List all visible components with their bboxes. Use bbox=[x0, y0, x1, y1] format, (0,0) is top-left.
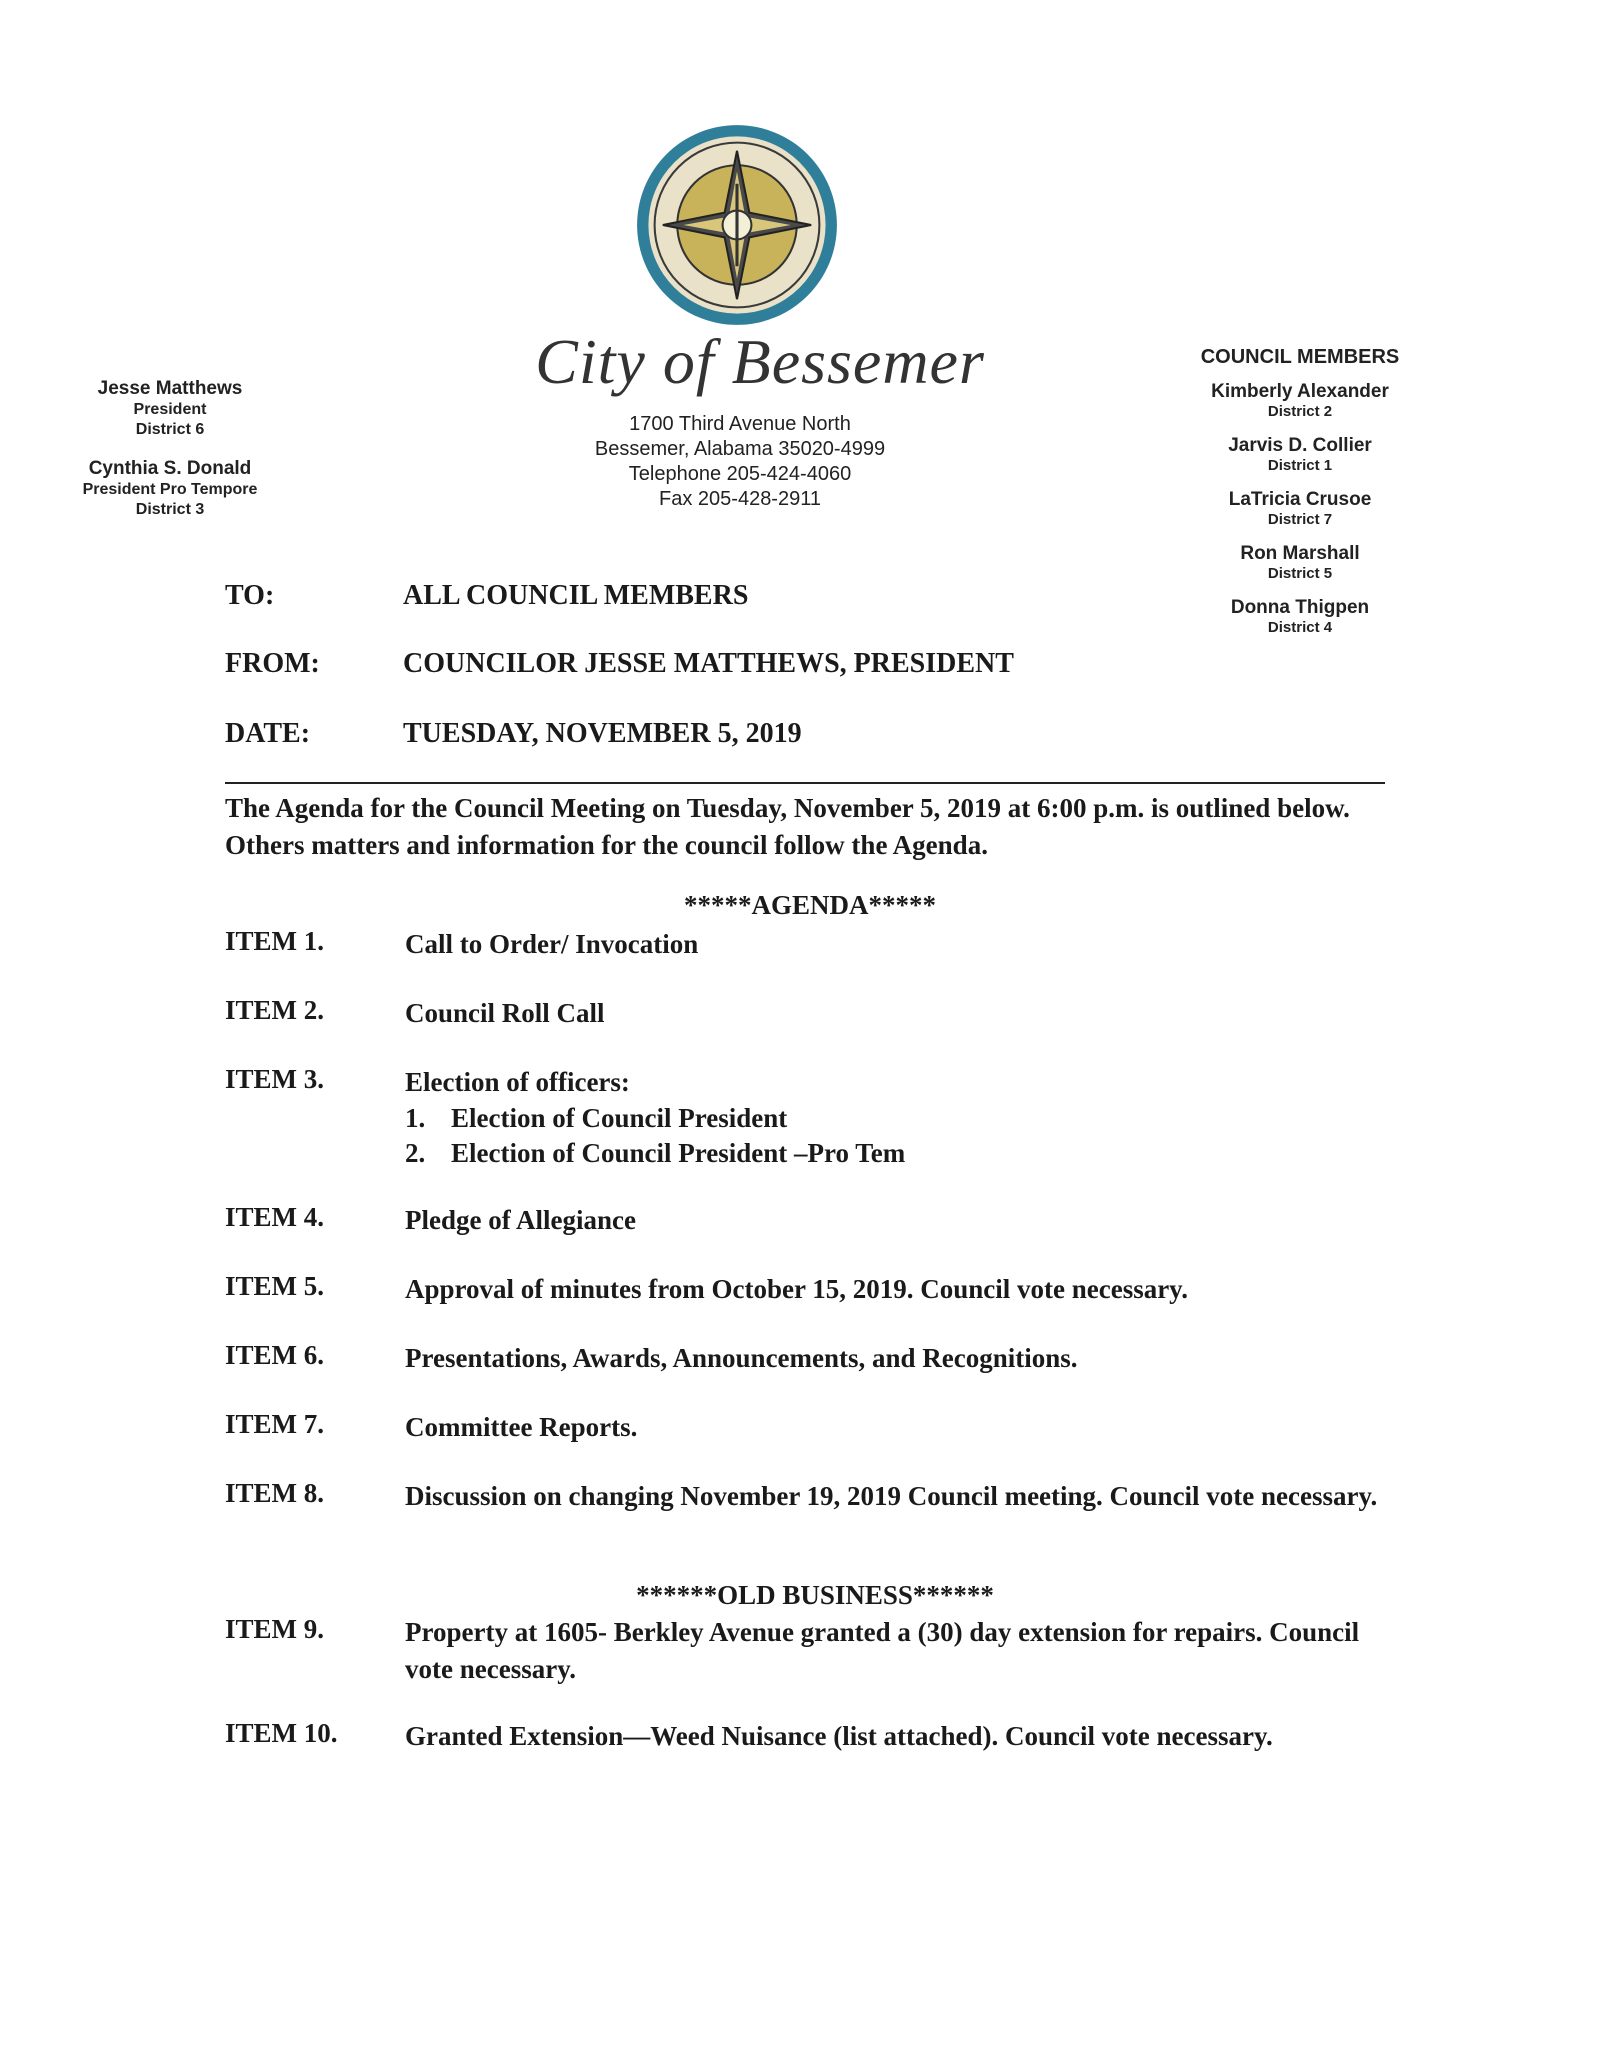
agenda-item-text: Presentations, Awards, Announcements, and Recognitions. bbox=[405, 1343, 1078, 1373]
agenda-item-label: ITEM 5. bbox=[225, 1271, 325, 1301]
member-name: Jarvis D. Collier bbox=[1228, 435, 1372, 456]
agenda-item-text: Council Roll Call bbox=[405, 998, 605, 1028]
address-block bbox=[560, 412, 920, 512]
sub-item-text: Election of Council President bbox=[451, 1103, 788, 1133]
officer-district: District 6 bbox=[135, 421, 205, 438]
old-business-heading: ******OLD BUSINESS****** bbox=[636, 1580, 994, 1610]
sub-item-number: 1. bbox=[405, 1103, 426, 1133]
agenda-item-label: ITEM 4. bbox=[225, 1202, 325, 1232]
agenda-item-text: Granted Extension—Weed Nuisance (list attached). Council vote necessary. bbox=[405, 1721, 1273, 1751]
member-district: District 4 bbox=[1267, 619, 1333, 636]
agenda-item-text: Property at 1605- Berkley Avenue granted a (30) day extension for repairs. Council vote necessary. bbox=[405, 1617, 1360, 1684]
agenda-item-text: Committee Reports. bbox=[405, 1412, 638, 1442]
member-district: District 5 bbox=[1267, 565, 1333, 582]
member-district: District 2 bbox=[1267, 403, 1333, 420]
agenda-item-text: Approval of minutes from October 15, 2019. Council vote necessary. bbox=[405, 1274, 1188, 1304]
to-value: ALL COUNCIL MEMBERS bbox=[403, 580, 749, 611]
agenda-item-label: ITEM 10. bbox=[225, 1718, 338, 1748]
date-label: DATE: bbox=[225, 718, 311, 749]
officer-name: Jesse Matthews bbox=[97, 378, 243, 399]
agenda-item-text: Pledge of Allegiance bbox=[405, 1205, 636, 1235]
address-city: Bessemer, Alabama 35020-4999 bbox=[594, 438, 886, 460]
agenda-item-block bbox=[405, 1064, 1405, 1171]
council-heading: COUNCIL MEMBERS bbox=[1200, 346, 1400, 368]
agenda-item-label: ITEM 9. bbox=[225, 1614, 325, 1644]
agenda-item-text: Call to Order/ Invocation bbox=[405, 929, 699, 959]
officer-pro-tempore bbox=[50, 458, 290, 520]
divider bbox=[225, 782, 1385, 784]
city-name: City of Bessemer bbox=[535, 326, 985, 397]
council-member bbox=[1170, 435, 1430, 475]
address-street: 1700 Third Avenue North bbox=[629, 413, 851, 435]
council-member bbox=[1170, 381, 1430, 421]
agenda-item-label: ITEM 8. bbox=[225, 1478, 325, 1508]
member-name: Donna Thigpen bbox=[1230, 597, 1370, 618]
agenda-item-text: Election of officers: bbox=[405, 1067, 630, 1097]
to-label: TO: bbox=[225, 580, 275, 611]
agenda-item-label: ITEM 2. bbox=[225, 995, 325, 1025]
from-value: COUNCILOR JESSE MATTHEWS, PRESIDENT bbox=[403, 648, 1014, 679]
agenda-item-label: ITEM 1. bbox=[225, 926, 325, 956]
council-member bbox=[1170, 543, 1430, 583]
agenda-heading: *****AGENDA***** bbox=[683, 890, 936, 920]
from-label: FROM: bbox=[225, 648, 320, 679]
sub-item-text: Election of Council President –Pro Tem bbox=[451, 1138, 906, 1168]
city-seal bbox=[634, 122, 840, 328]
officer-title: President Pro Tempore bbox=[82, 481, 258, 498]
sub-item-number: 2. bbox=[405, 1138, 426, 1168]
officer-president bbox=[50, 378, 290, 440]
agenda-item-label: ITEM 3. bbox=[225, 1064, 325, 1094]
officer-title: President bbox=[133, 401, 207, 418]
officer-district: District 3 bbox=[135, 501, 205, 518]
agenda-item-text: Discussion on changing November 19, 2019 Council meeting. Council vote necessary. bbox=[405, 1481, 1378, 1511]
member-district: District 1 bbox=[1267, 457, 1333, 474]
agenda-item-label: ITEM 6. bbox=[225, 1340, 325, 1370]
council-members bbox=[1170, 346, 1430, 651]
address-fax: Fax 205-428-2911 bbox=[659, 488, 821, 510]
date-value: TUESDAY, NOVEMBER 5, 2019 bbox=[403, 718, 802, 749]
member-district: District 7 bbox=[1267, 511, 1333, 528]
member-name: LaTricia Crusoe bbox=[1228, 489, 1372, 510]
agenda-item-label: ITEM 7. bbox=[225, 1409, 325, 1439]
intro-paragraph: The Agenda for the Council Meeting on Tuesday, November 5, 2019 at 6:00 p.m. is outlined below. Others matters and information for the council follow the Agenda. bbox=[225, 793, 1350, 860]
member-name: Kimberly Alexander bbox=[1211, 381, 1389, 402]
address-telephone: Telephone 205-424-4060 bbox=[628, 463, 852, 485]
officer-name: Cynthia S. Donald bbox=[88, 458, 252, 479]
sub-item bbox=[405, 1136, 1405, 1171]
sub-item bbox=[405, 1101, 1405, 1136]
council-member bbox=[1170, 597, 1430, 637]
member-name: Ron Marshall bbox=[1240, 543, 1360, 564]
council-member bbox=[1170, 489, 1430, 529]
